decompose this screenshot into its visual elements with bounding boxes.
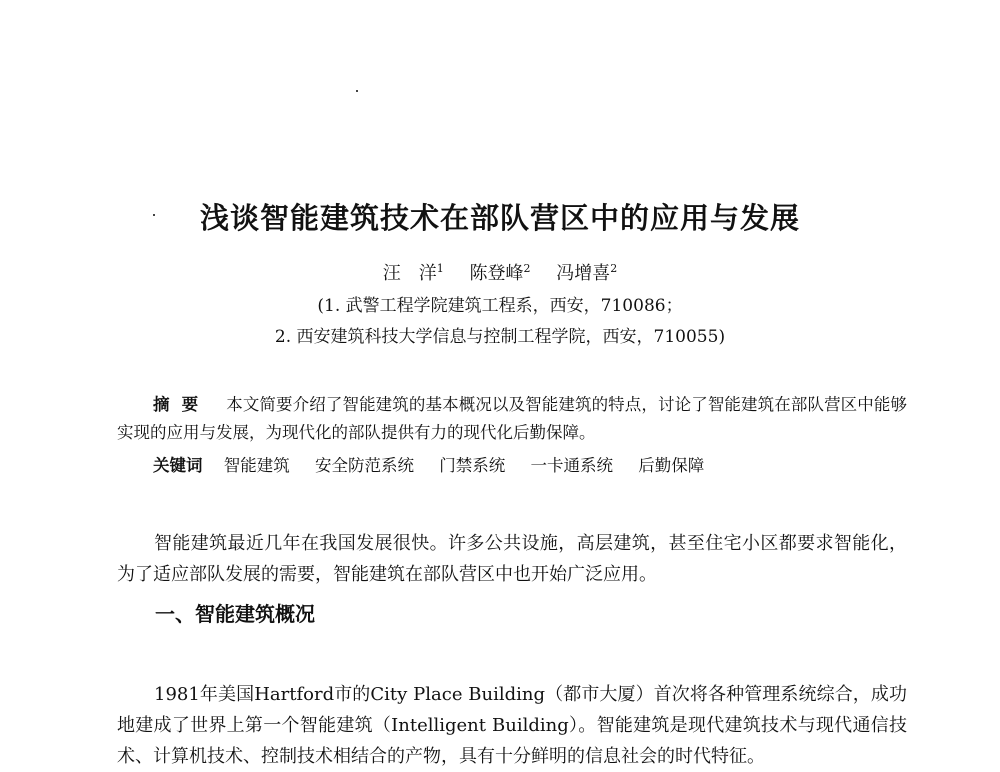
affiliation-1: (1. 武警工程学院建筑工程系，西安，710086； [317, 296, 683, 316]
author-list [0, 259, 1000, 285]
keywords-label: 关键词 [153, 456, 203, 475]
keyword: 智能建筑 [223, 456, 290, 475]
section-paragraph: 1981年美国Hartford市的City Place Building（都市大厦）首次将各种管理系统综合，成功地建成了世界上第一个智能建筑（Intelligent Building）。智能建筑是现代建筑技术与现代通信技术、计算机技术、控制技术相结合的产物，具有十分鲜明的信息社会的时代特征。 [117, 684, 907, 767]
scan-speck [356, 90, 358, 92]
keyword: 门禁系统 [439, 456, 506, 475]
keyword: 后勤保障 [638, 456, 705, 475]
keyword: 一卡通系统 [530, 456, 613, 475]
keyword: 安全防范系统 [315, 456, 414, 475]
paper-title: 浅谈智能建筑技术在部队营区中的应用与发展 [199, 201, 800, 235]
intro-paragraph: 智能建筑最近几年在我国发展很快。许多公共设施，高层建筑，甚至住宅小区都要求智能化，为了适应部队发展的需要，智能建筑在部队营区中也开始广泛应用。 [117, 533, 907, 585]
author: 汪 洋$^1$ [382, 262, 444, 284]
abstract [117, 391, 907, 447]
affiliation-2: 2. 西安建筑科技大学信息与控制工程学院，西安，710055) [274, 327, 726, 347]
keywords [153, 452, 724, 476]
abstract-label: 摘要 [153, 395, 211, 414]
abstract-text: 本文简要介绍了智能建筑的基本概况以及智能建筑的特点，讨论了智能建筑在部队营区中能够实现的应用与发展，为现代化的部队提供有力的现代化后勤保障。 [117, 395, 908, 442]
section-heading: 一、智能建筑概况 [155, 602, 315, 626]
author: 陈登峰$^2$ [469, 262, 531, 284]
author: 冯增喜$^2$ [556, 262, 618, 284]
